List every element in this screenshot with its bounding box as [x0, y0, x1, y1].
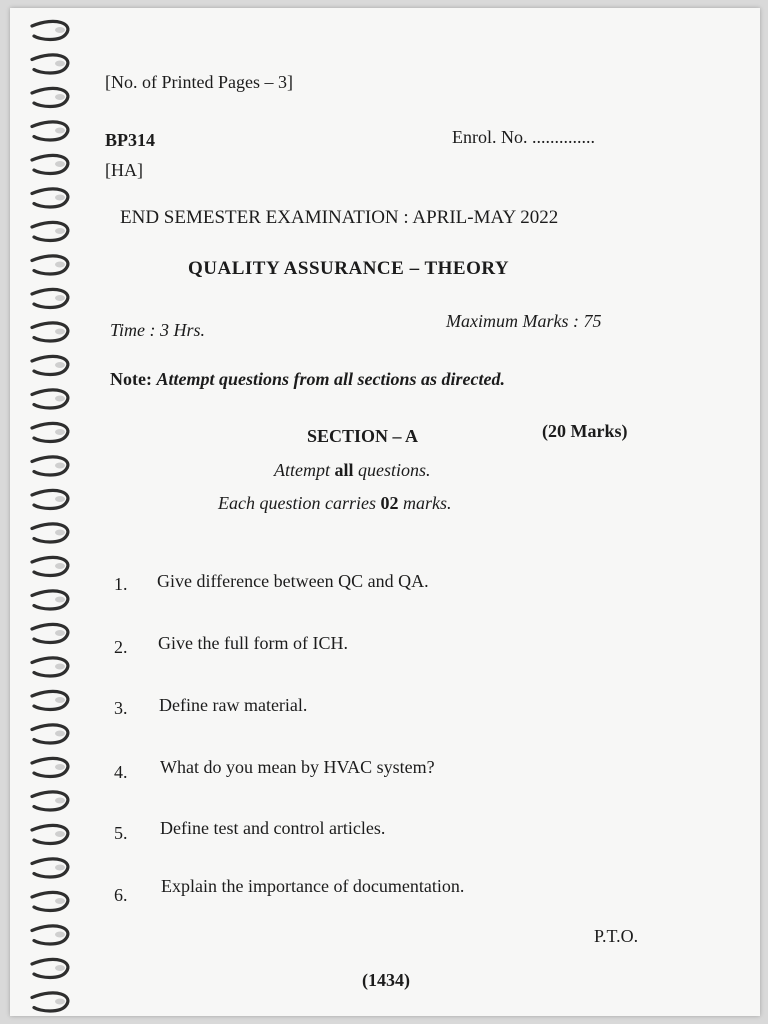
ha-label: [HA]: [105, 160, 143, 180]
binding-ring: [32, 792, 68, 810]
binding-ring: [32, 423, 68, 441]
binding-ring: [32, 691, 68, 709]
question-text: Define test and control articles.: [160, 818, 386, 838]
binding-ring: [32, 524, 68, 542]
exam-title: END SEMESTER EXAMINATION : APRIL-MAY 2022: [120, 207, 559, 228]
question-text: Explain the importance of documentation.: [161, 876, 465, 896]
binding-ring: [32, 591, 68, 609]
binding-ring: [32, 289, 68, 307]
section-instruction-2: Each question carries 02 marks.: [218, 493, 452, 513]
binding-ring: [32, 55, 68, 73]
binding-ring: [32, 323, 68, 341]
page-code: (1434): [362, 970, 410, 990]
question-number: 3.: [114, 698, 128, 718]
binding-ring: [32, 725, 68, 743]
binding-ring: [32, 222, 68, 240]
binding-ring: [32, 658, 68, 676]
question-number: 2.: [114, 637, 128, 657]
binding-ring: [32, 122, 68, 140]
binding-ring: [32, 155, 68, 173]
binding-ring: [32, 825, 68, 843]
binding-ring: [32, 88, 68, 106]
subject-title: QUALITY ASSURANCE – THEORY: [188, 258, 510, 279]
enrol-number-field: Enrol. No. ..............: [452, 127, 595, 147]
note-label: Note:: [110, 369, 152, 389]
question-number: 1.: [114, 574, 128, 594]
binding-ring: [32, 859, 68, 877]
question-number: 6.: [114, 885, 128, 905]
binding-ring: [32, 624, 68, 642]
binding-ring: [32, 256, 68, 274]
course-code: BP314: [105, 130, 156, 150]
section-title: SECTION – A: [307, 426, 419, 446]
section-marks: (20 Marks): [542, 421, 628, 441]
question-text: Give difference between QC and QA.: [157, 571, 429, 591]
pto-label: P.T.O.: [594, 926, 639, 946]
binding-ring: [32, 926, 68, 944]
binding-ring: [32, 390, 68, 408]
printed-pages-note: [No. of Printed Pages – 3]: [105, 72, 293, 92]
spiral-binding: [10, 8, 88, 1016]
binding-ring: [32, 21, 68, 39]
question-text: Define raw material.: [159, 695, 308, 715]
exam-time: Time : 3 Hrs.: [110, 320, 206, 340]
question-text: What do you mean by HVAC system?: [160, 757, 435, 777]
exam-paper: [10, 8, 760, 1016]
binding-ring: [32, 892, 68, 910]
binding-ring: [32, 993, 68, 1011]
binding-ring: [32, 758, 68, 776]
note-text: Attempt questions from all sections as directed.: [156, 369, 505, 389]
question-number: 5.: [114, 823, 128, 843]
binding-ring: [32, 189, 68, 207]
binding-ring: [32, 457, 68, 475]
maximum-marks: Maximum Marks : 75: [446, 311, 602, 331]
binding-ring: [32, 959, 68, 977]
question-text: Give the full form of ICH.: [158, 633, 348, 653]
binding-ring: [32, 356, 68, 374]
question-number: 4.: [114, 762, 128, 782]
note-line: [110, 369, 505, 390]
section-instruction-1: Attempt all questions.: [274, 460, 431, 480]
binding-ring: [32, 490, 68, 508]
binding-ring: [32, 557, 68, 575]
